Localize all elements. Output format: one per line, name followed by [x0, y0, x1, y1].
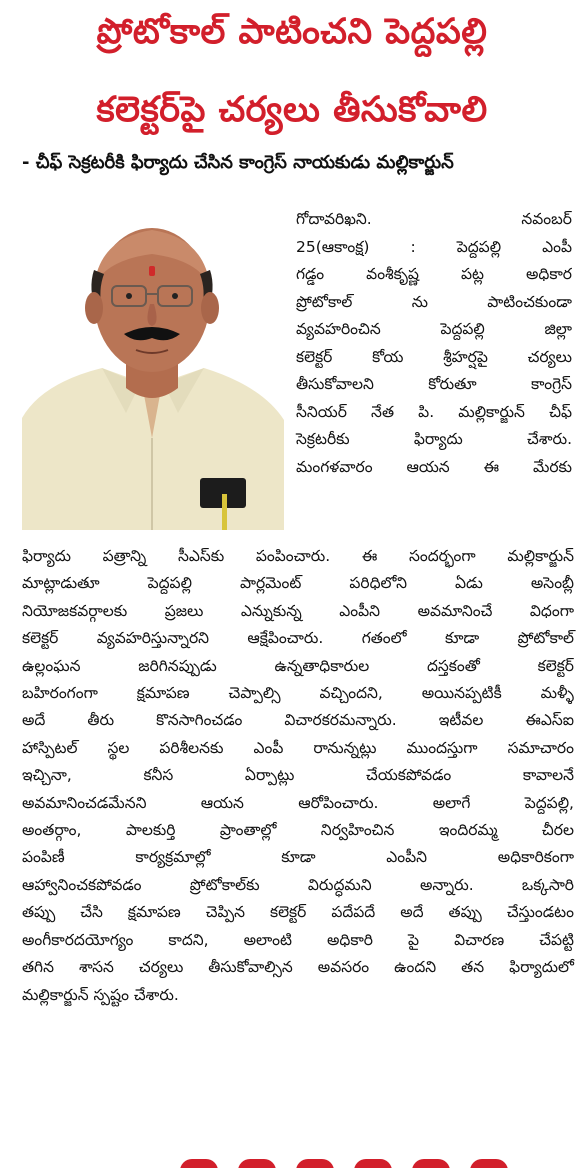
text-line: మల్లికార్జున్ స్పష్టం చేశారు.: [22, 985, 179, 1004]
text-line: అంగీకారదయోగ్యం కాదని, అలాంటి అధికారి పై విచారణ చేపట్టి: [22, 930, 574, 949]
text-line: గోదావరిఖని. నవంబర్: [296, 210, 572, 228]
headline-line-2: కలెక్టర్‌పై చర్యలు తీసుకోవాలి: [96, 90, 488, 130]
headline-line-1: ప్రోటోకాల్ పాటించని పెద్దపల్లి: [96, 12, 488, 52]
article-body-text: [22, 543, 574, 1009]
next-headline-cutoff: [180, 1156, 540, 1168]
text-line: అదే తీరు కొనసాగించడం విచారకరమన్నారు. ఇటీవల ఈఎస్ఐ: [22, 711, 574, 730]
article-column-text: [296, 206, 572, 481]
text-line: హాస్పిటల్ స్థల పరిశీలనకు ఎంపీ రానున్నట్లు ముందస్తుగా సమాచారం: [22, 738, 574, 757]
text-line: నియోజకవర్గాలకు ప్రజలు ఎన్నుకున్న ఎంపీని అవమానించే విధంగా: [22, 601, 574, 620]
text-line: ఫిర్యాదు పత్రాన్ని సీఎస్‌కు పంపించారు. ఈ సందర్భంగా మల్లికార్జున్: [22, 547, 574, 565]
text-line: ఇచ్చినా, కనీస ఏర్పాట్లు చేయకపోవడం కావాలనే: [22, 766, 574, 785]
text-line: పంపిణీ కార్యక్రమాల్లో కూడా ఎంపీని అధికారికంగా: [22, 848, 574, 867]
text-line: ఉల్లంఘన జరిగినప్పుడు ఉన్నతాధికారుల దస్తకంతో కలెక్టర్: [22, 656, 574, 675]
subheadline: - చీఫ్ సెక్రటరీకి ఫిర్యాదు చేసిన కాంగ్రెస్ నాయకుడు మల్లికార్జున్: [22, 152, 454, 173]
text-line: ప్రోటోకాల్ ను పాటించకుండా: [296, 292, 572, 311]
text-line: అవమానించడమేనని ఆయన ఆరోపించారు. అలాగే పెద్దపల్లి,: [22, 793, 574, 812]
text-line: కలెక్టర్ కోయ శ్రీహర్షపై చర్యలు: [296, 347, 572, 366]
text-line: మాట్లాడుతూ పెద్దపల్లి పార్లమెంట్ పరిధిలోని ఏడు అసెంబ్లీ: [22, 574, 574, 593]
text-line: సీనియర్ నేత పి. మల్లికార్జున్ చీఫ్: [296, 402, 572, 421]
person-photo: [22, 208, 284, 530]
person-portrait-image: [22, 208, 284, 530]
text-line: బహిరంగంగా క్షమాపణ చెప్పాల్సి వచ్చిందని, అయినప్పటికీ మళ్ళీ: [22, 684, 574, 703]
text-line: తప్పు చేసి క్షమాపణ చెప్పిన కలెక్టర్ పదేపదే అదే తప్పు చేస్తుండటం: [22, 903, 574, 922]
text-line: సెక్రటరీకు ఫిర్యాదు చేశారు.: [296, 430, 572, 448]
text-line: అంతర్గాం, పాలకుర్తి ప్రాంతాల్లో నిర్వహించిన ఇందిరమ్మ చీరల: [22, 821, 574, 840]
text-line: వ్యవహరించిన పెద్దపల్లి జిల్లా: [296, 320, 572, 338]
text-line: తీసుకోవాలని కోరుతూ కాంగ్రెస్: [296, 375, 572, 393]
text-line: తగిన శాసన చర్యలు తీసుకోవాల్సిన అవసరం ఉందని తన ఫిర్యాదులో: [22, 958, 574, 977]
text-line: 25(ఆకాంక్ష) : పెద్దపల్లి ఎంపీ: [296, 237, 572, 256]
text-line: గడ్డం వంశీకృష్ణ పట్ల అధికార: [296, 265, 572, 283]
text-line: ఆహ్వానించకపోవడం ప్రోటోకాల్‌కు విరుద్ధమని అన్నారు. ఒక్కసారి: [22, 875, 574, 894]
text-line: కలెక్టర్ వ్యవహరిస్తున్నారని ఆక్షేపించారు. గతంలో కూడా ప్రోటోకాల్: [22, 629, 574, 648]
text-line: మంగళవారం ఆయన ఈ మేరకు: [296, 457, 572, 476]
